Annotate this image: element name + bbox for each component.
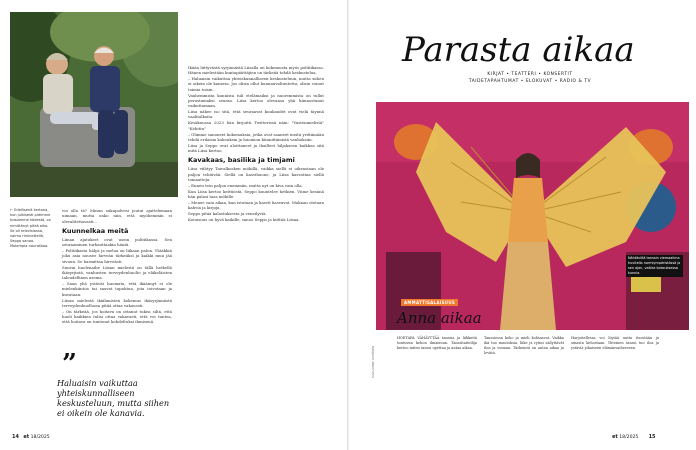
article-column-r3: [571, 336, 659, 428]
paragraph: – Saan yhä ystävät huomata, että ikäännyt ei ole mielenkiintoa tai saavat tapahtua, jota toivotaan ja kuvataan.: [62, 281, 172, 297]
article-headline: Anna aikaa: [397, 309, 482, 327]
paragraph: – Menee vain aikaa, kun istutaan ja kasvit kasvavat. Mukaan otetaan kahvia ja kirjoja.: [188, 199, 324, 211]
section-title: Parasta aikaa: [402, 30, 635, 70]
paragraph: Kun Liisa kertoo keittiöstä, Seppo kuuntelee hetkien. Viime kesänä hän palasi taas mökille.: [188, 188, 324, 199]
paragraph: Liisa näkee iso sitä, että seuraavat kuukaudet ovat vielä täynnä vaalitalkoita.: [188, 109, 324, 120]
paragraph: Ikään liittyvästä syrjinnästä Liisalla on kokemusta myös politiikassa. Hänen mielestään kuntapäättäjien on tärkeää tehdä keskustelua.: [188, 65, 324, 76]
paragraph: – Haluaisin vaikuttaa yhteiskunnalliseen keskusteluun, mutta siihen ei oikein ole kanavia. Jos olisin ollut kunnanvaltuutettu, olisin voinut toimia toisin.: [188, 76, 324, 92]
photo-credit: KUVA JANNE LEPPÄNEN: [371, 345, 375, 378]
pull-quote: Haluaisin vaikuttaa yhteiskunnalliseen keskusteluun, mutta siihen ei oikein ole kanavia.: [57, 378, 170, 418]
category-label: AMMATTISALAISUUS: [401, 299, 458, 306]
article-column-r2: [484, 336, 564, 428]
section-subtitle: [430, 72, 630, 85]
page-fold: [347, 0, 349, 450]
article-column-1: [62, 208, 172, 363]
paragraph: Seppo pitää kalastuksesta ja veneilystä.: [188, 211, 267, 217]
paragraph: Liisa viihtyy Taivalkosken mökillä, vaikka siellä ei oikeastaan ole paljon tehtävää. Siellä on kasvihuone, ja Liisa kasvattaa siellä tomaatteja.: [188, 166, 324, 182]
issue-number: 18/2025: [30, 435, 50, 440]
folio-right: [612, 434, 656, 440]
subtitle-line: TAIDETAPAHTUMAT • ELOKUVAT • RADIO & TV: [468, 78, 592, 84]
issue-number: 18/2025: [619, 435, 639, 440]
section-heading: Kavakaas, basilika ja timjami: [188, 156, 295, 165]
quote-mark-icon: ”: [62, 349, 77, 379]
photo-caption: Nähtäviltä tanssin viemaailma huvitella normiympäristössä ja sen ajan, vaikka kokouksessa kunnia.: [626, 255, 683, 277]
section-heading: Kuunnelkaa meitä: [62, 226, 129, 235]
paragraph: HOETAPA VÄHÄYTTÄÄ tanssia ja liikkeitä tuntuvan kehon ilmaisuun. Tanssitaiteilija kertoo miten tanssi opettaa ja antaa aikaa.: [397, 336, 477, 351]
paragraph: Vanhemmista kunnista tuli etelämaiksi ja nuoremmista on tullut perustamaksi seuraa. Liisa kertoo olevansa yhä kiinnostunut vaikuttamaan.: [188, 92, 324, 109]
paragraph: Liisan mielestä ikäihmisten kokemus ikäsyrjinnästä terveydenhuollossa pitää ottaa vakavasti.: [62, 297, 172, 308]
paragraph: Kotoisuus on hyvä kaikille, sanoo Seppo ja kiittää Liisaa.: [188, 216, 300, 222]
paragraph: Harjoitellessa voi löytää uutta itsestään ja omasta kehostaan. Yhteinen tanssi tuo iloa ja ystäviä jokaiseen elämänvaiheeseen.: [571, 336, 659, 351]
paragraph: Suurin huolenaihe Liisan mielestä on tällä hetkellä ikäsyrjintä, vanhusten terveydenhuolto ja eläkeläisten taloudellinen asema.: [62, 264, 172, 281]
photo-caption: ← Edellisenä kertana, kun julkisesti pidimme toisiamme kädestä, on nimittänyt pitkä aika. Se oli televisiossa, vaimo riminettellä, Seppo sanoo. Molempia nauratbaa.: [10, 208, 51, 249]
paragraph: – Olimme sanoneet kokemuksia, jotka ovat saaneet meitä yrittämään tehdä erilaisia kokouksia ja huomion kiinnittämistä vanhuksiin.: [188, 131, 324, 142]
article-column-r1: [397, 336, 477, 428]
couple-photo: [10, 12, 178, 197]
paragraph: – Ennen tein paljon enemmän, mutta nyt on kiva vain olla.: [188, 182, 303, 188]
dancer-photo: [376, 102, 689, 330]
magazine-name: et: [612, 434, 618, 440]
article-column-2: [188, 65, 324, 425]
folio-left: [12, 434, 50, 440]
page-number: 15: [648, 434, 656, 440]
paragraph: Liisa ja Seppo ovat aloittaneet ja ihailleet hiljakseen kaikkea sitä mitä Liisa kertoo.: [188, 142, 324, 154]
page-number: 14: [12, 434, 19, 440]
paragraph: Tanssiessa keho ja mieli kohtaavat. Vaikka ikä tuo muutoksia, liike ja rytmi säilyttävät ilon ja voiman. Tärkeintä on antaa aikaa ja levätä.: [484, 336, 564, 356]
paragraph: Liinan ajatukset ovat usein politiikassa. Sen seuraaminen turhauttaakin häntä.: [62, 236, 172, 248]
subtitle-line: KIRJAT • TEATTERI • KONSERTIT: [487, 72, 573, 77]
paragraph: Kesäkuussa 2023 hän kirjoitti Twitterissä näin: "Vastenmielistä" "Kehitin": [188, 120, 324, 131]
paragraph: – On tärkeää, jos hoitava on ottanut tukea siltä, että huoli kaikkien tulisi ottaa vakavasti, että voi tuntea, että hoitava on tuntenut kohdeltuksi ihmisenä.: [62, 308, 172, 325]
column-intro: voi olla tä? Minun sukupolvesi joutui ajattelemaan uimaan, mutta onko niin, että myöhemmin ei olevalitettavasti...: [62, 208, 172, 224]
magazine-name: et: [23, 434, 30, 440]
paragraph: – Politiikasta hälyä ja melua on liikaan palon. Yhtäkkiä joku asia nousee hirveän tärkeäksi ja kaikki muu jää sivuun. Se harmittaa hirveästi.: [62, 248, 172, 264]
